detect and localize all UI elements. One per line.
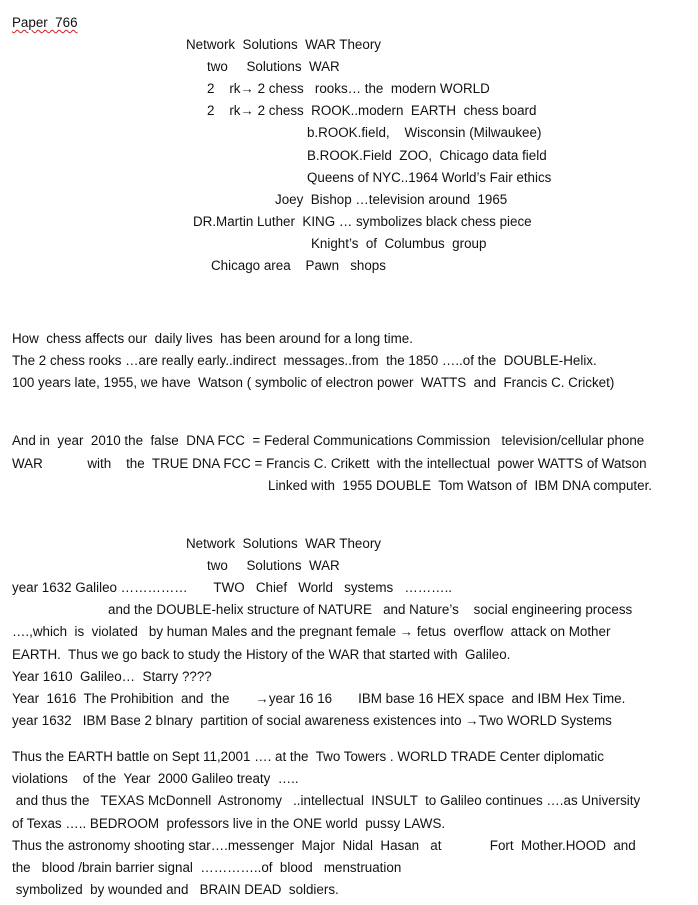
paragraph-2-line-3: Linked with 1955 DOUBLE Tom Watson of IBM DNA computer. <box>268 478 653 493</box>
section-2-line-5: ….,which is violated by human Males and the pregnant female → fetus overflow attack on Mother <box>12 624 611 639</box>
paragraph-1-line-3: 100 years late, 1955, we have Watson ( symbolic of electron power WATTS and Francis C. Cricket) <box>12 375 615 390</box>
title-line-5: b.ROOK.field, Wisconsin (Milwaukee) <box>307 125 542 140</box>
title-line-1: Network Solutions WAR Theory <box>186 37 381 52</box>
paragraph-3-line-2: violations of the Year 2000 Galileo treaty ….. <box>12 771 299 786</box>
section-2-subtitle: two Solutions WAR <box>207 558 340 573</box>
paper-label: Paper 766 <box>12 15 78 30</box>
title-line-3: 2 rk→ 2 chess rooks… the modern WORLD <box>207 81 490 96</box>
paragraph-3-line-3: and thus the TEXAS McDonnell Astronomy ..intellectual INSULT to Galileo continues ….as University <box>12 793 641 808</box>
paragraph-3-line-6: the blood /brain barrier signal …………..of blood menstruation <box>12 860 402 875</box>
paragraph-3-line-1: Thus the EARTH battle on Sept 11,2001 …. at the Two Towers . WORLD TRADE Center diplomatic <box>12 749 604 764</box>
section-2-line-9: year 1632 IBM Base 2 bInary partition of social awareness existences into →Two WORLD Systems <box>12 713 612 728</box>
section-2-line-3: year 1632 Galileo …………… TWO Chief World systems ……….. <box>12 580 453 595</box>
title-line-2: two Solutions WAR <box>207 59 340 74</box>
title-line-4: 2 rk→ 2 chess ROOK..modern EARTH chess board <box>207 103 537 118</box>
title-line-8: Joey Bishop …television around 1965 <box>275 192 508 207</box>
title-line-10: Knight’s of Columbus group <box>311 236 487 251</box>
title-line-11: Chicago area Pawn shops <box>211 258 386 273</box>
paragraph-1-line-1: How chess affects our daily lives has been around for a long time. <box>12 331 413 346</box>
section-2-title: Network Solutions WAR Theory <box>186 536 381 551</box>
paragraph-3-line-7: symbolized by wounded and BRAIN DEAD soldiers. <box>12 882 339 897</box>
paragraph-1-line-2: The 2 chess rooks …are really early..indirect messages..from the 1850 …..of the DOUBLE-Helix. <box>12 353 597 368</box>
paragraph-2-line-2: WAR with the TRUE DNA FCC = Francis C. Crikett with the intellectual power WATTS of Watson <box>12 456 647 471</box>
section-2-line-7: Year 1610 Galileo… Starry ???? <box>12 669 212 684</box>
section-2-line-8: Year 1616 The Prohibition and the →year 16 16 IBM base 16 HEX space and IBM Hex Time. <box>12 691 626 706</box>
section-2-line-6: EARTH. Thus we go back to study the History of the WAR that started with Galileo. <box>12 647 511 662</box>
title-line-6: B.ROOK.Field ZOO, Chicago data field <box>307 148 547 163</box>
paragraph-3-line-5: Thus the astronomy shooting star….messenger Major Nidal Hasan at Fort Mother.HOOD and <box>12 838 636 853</box>
title-line-7: Queens of NYC..1964 World’s Fair ethics <box>307 170 552 185</box>
title-line-9: DR.Martin Luther KING … symbolizes black chess piece <box>193 214 532 229</box>
paragraph-3-line-4: of Texas ….. BEDROOM professors live in the ONE world pussy LAWS. <box>12 816 446 831</box>
paragraph-2-line-1: And in year 2010 the false DNA FCC = Federal Communications Commission television/cellular phone <box>12 433 645 448</box>
section-2-line-4: and the DOUBLE-helix structure of NATURE and Nature’s social engineering process <box>108 602 633 617</box>
